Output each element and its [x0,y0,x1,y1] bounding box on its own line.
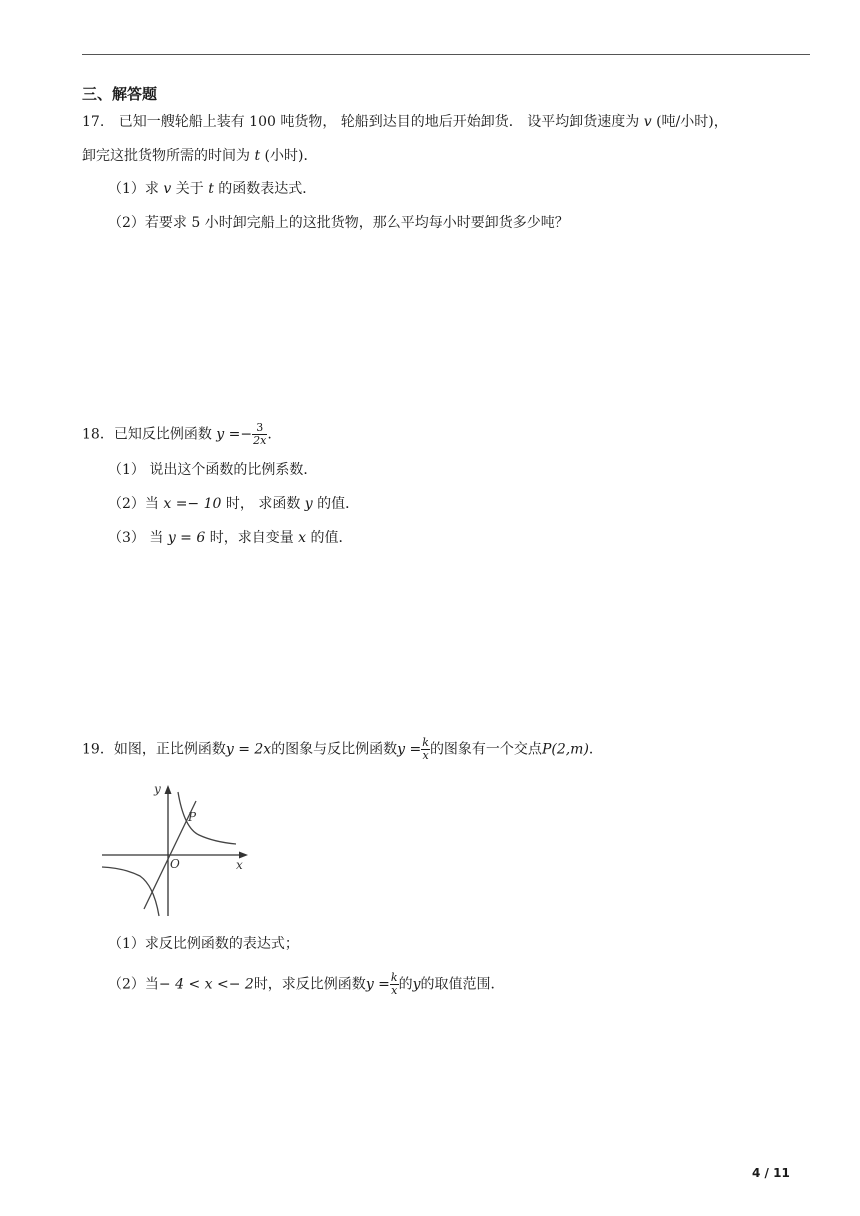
q18-stem-end: . [267,426,272,443]
q19-frac-den: x [422,749,429,762]
q18-part2-math: x =− 10 [163,496,222,512]
q18-part3-text: （3） 当 [108,530,168,546]
q18-eq: =− [224,426,253,443]
q17-line2-unit: (小时)． [260,148,318,164]
label-y: y [154,782,161,796]
y-axis-arrow [165,785,172,794]
q19-part2-text-d: 的取值范围． [420,976,505,993]
q19-part2-text-b: 时，求反比例函数 [253,976,366,993]
q18-part2-text: （2）当 [108,496,164,512]
q18-var-y: y [216,426,225,443]
section-title: 三、解答题 [82,85,158,103]
q18-stem-text: 已知反比例函数 [113,426,217,443]
q19-eq2: y = [397,741,422,758]
q18-stem [82,422,272,447]
q19-stem-end: ． [588,741,603,758]
q17-line2 [82,146,317,166]
label-o: O [170,857,180,871]
q18-part2-text-c: 的值． [312,496,360,512]
q18-number: 18． [82,426,114,443]
q17-line1-text: 已知一艘轮船上装有 100 吨货物， 轮船到达目的地后开始卸货． 设平均卸货速度为 [118,114,644,130]
q17-var-t: t [254,148,261,164]
q19-stem-text: 如图，正比例函数 [113,741,226,758]
q19-fraction [421,737,430,762]
hyperbola-branch-q1 [178,792,236,844]
q19-stem [82,737,603,762]
q19-eq1: y = 2x [225,741,272,758]
q18-frac-den: 2x [253,434,267,447]
q18-part1: （1） 说出这个函数的比例系数． [108,462,318,478]
q19-frac-num: k [422,736,429,749]
q17-line1 [82,112,728,132]
q18-part3-text-c: 的值． [306,530,353,546]
q19-part2 [108,972,505,997]
q19-part1: （1）求反比例函数的表达式； [108,936,299,952]
q18-fraction [252,422,267,447]
q19-part2-frac-den: x [391,984,398,997]
q19-stem-text-c: 的图象有一个交点 [429,741,542,758]
q18-frac-num: 3 [252,422,267,435]
q17-part2: （2）若要求 5 小时卸完船上的这批货物，那么平均每小时要卸货多少吨？ [108,215,569,231]
q19-graph-figure [96,778,256,920]
q18-part2-var-y: y [304,496,313,512]
q19-part2-text: （2）当 [108,976,159,993]
q17-part1 [108,179,316,199]
q17-line1-unit: (吨/小时)， [651,114,728,130]
q17-line2-text: 卸完这批货物所需的时间为 [82,148,255,164]
q19-part2-fraction [390,972,399,997]
q18-part2 [108,494,359,514]
q17-var-v: v [643,114,652,130]
header-rule [82,54,810,55]
q19-stem-text-b: 的图象与反比例函数 [271,741,398,758]
q19-part2-eq: y = [365,976,390,993]
q17-part1-var-v: v [163,181,172,197]
q17-part1-text-c: 的函数表达式． [213,181,317,197]
q19-number: 19． [82,741,114,758]
q17-number: 17. [82,114,105,130]
q17-part1-text-b: 关于 [171,181,209,197]
q18-part3 [108,528,353,548]
q19-part2-frac-num: k [390,971,398,984]
q18-part2-text-b: 时， 求函数 [221,496,305,512]
q19-point: P(2,m) [541,741,589,758]
q17-part1-var-t: t [208,181,214,197]
q18-part3-text-b: 时，求自变量 [205,530,299,546]
q19-part2-var-y: y [412,976,421,993]
q19-part2-math: − 4 < x <− 2 [158,976,254,993]
label-x: x [236,858,243,872]
q18-part3-math: y = 6 [167,530,206,546]
page-number: 4 / 11 [752,1166,790,1180]
q17-part1-text: （1）求 [108,181,164,197]
label-p: P [188,810,197,824]
q19-part2-text-c: 的 [398,976,413,993]
hyperbola-branch-q3 [102,867,159,916]
q18-part3-var-x: x [298,530,307,546]
